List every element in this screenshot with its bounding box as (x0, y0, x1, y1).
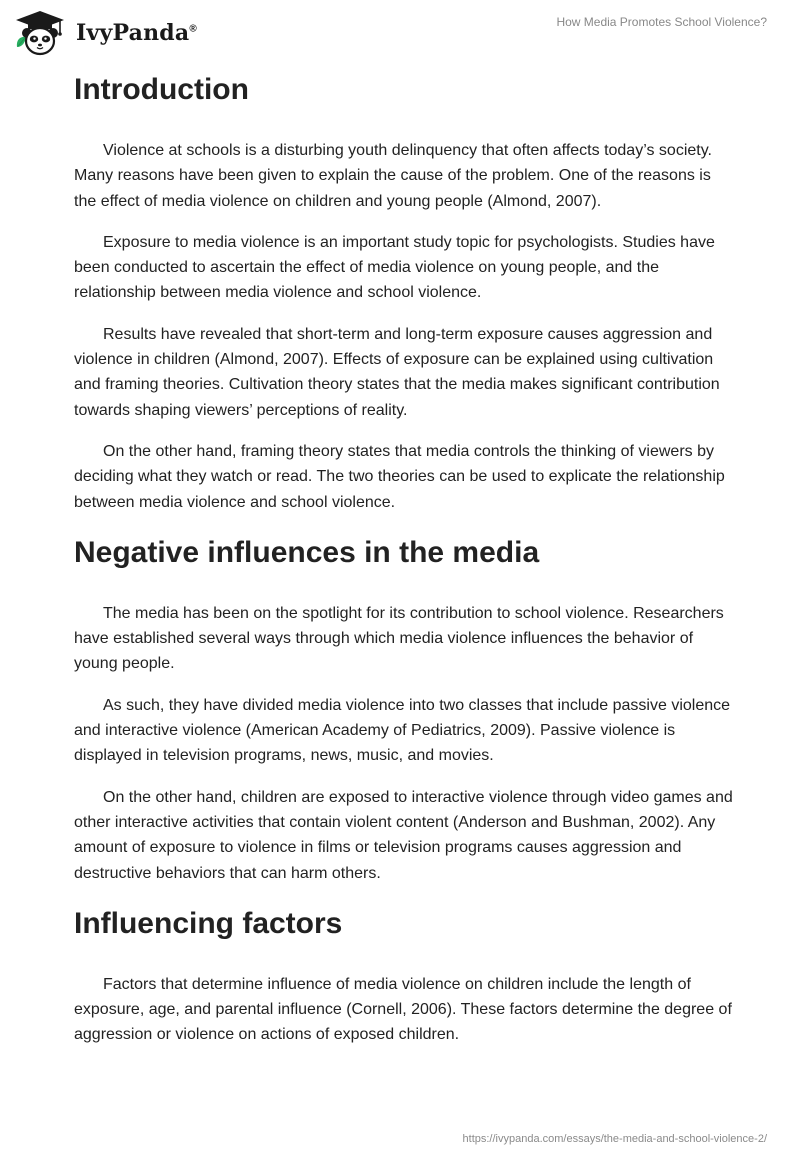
registered-mark: ® (189, 23, 197, 35)
paragraph: Exposure to media violence is an important study topic for psychologists. Studies have been conducted to ascertain the effect of media violence on young people, and the relationship between media violence and school violence. (74, 233, 715, 302)
essay-content (74, 68, 734, 1064)
brand-logo[interactable] (14, 9, 197, 57)
paragraph: Factors that determine influence of media violence on children include the length of exposure, age, and parental influence (Cornell, 2006). These factors determine the degree of aggression or violence on actions of exposed children. (74, 975, 732, 1044)
paragraph: On the other hand, framing theory states that media controls the thinking of viewers by deciding what they watch or read. The two theories can be used to explicate the relationship between media violence and school violence. (74, 442, 725, 511)
paragraph: On the other hand, children are exposed to interactive violence through video games and other interactive activities that contain violent content (Anderson and Bushman, 2002). Any amount of exposure to violence in films or television programs causes aggression and destructive behaviors that can harm others. (74, 788, 733, 882)
section-heading: Influencing factors (74, 906, 343, 940)
paragraph: As such, they have divided media violence into two classes that include passive violence and interactive violence (American Academy of Pediatrics, 2009). Passive violence is displayed in television programs, news, music, and movies. (74, 696, 731, 765)
panda-graduate-icon (14, 9, 66, 57)
section-introduction (74, 68, 734, 515)
section-negative-influences (74, 531, 734, 886)
source-url[interactable]: https://ivypanda.com/essays/the-media-and-school-violence-2/ (462, 1133, 767, 1145)
paragraph: Results have revealed that short-term and long-term exposure causes aggression and violence in children (Almond, 2007). Effects of exposure can be explained using cultivation and framing theories. Cultivation theory states that the media makes significant contribution towards shaping viewers’ perceptions of reality. (74, 325, 720, 419)
page-header (0, 0, 800, 64)
paragraph: Violence at schools is a disturbing youth delinquency that often affects today’s society. Many reasons have been given to explain the cause of the problem. One of the reasons is the effect of media violence on children and young people (Almond, 2007). (74, 142, 712, 210)
section-heading: Negative influences in the media (74, 535, 540, 569)
brand-name: IvyPanda® (76, 20, 197, 46)
section-influencing-factors (74, 902, 734, 1048)
page-title: How Media Promotes School Violence? (556, 15, 767, 29)
section-heading: Introduction (74, 73, 249, 106)
paragraph: The media has been on the spotlight for its contribution to school violence. Researchers have established several ways through which media violence influences the behavior of young people. (74, 604, 724, 673)
